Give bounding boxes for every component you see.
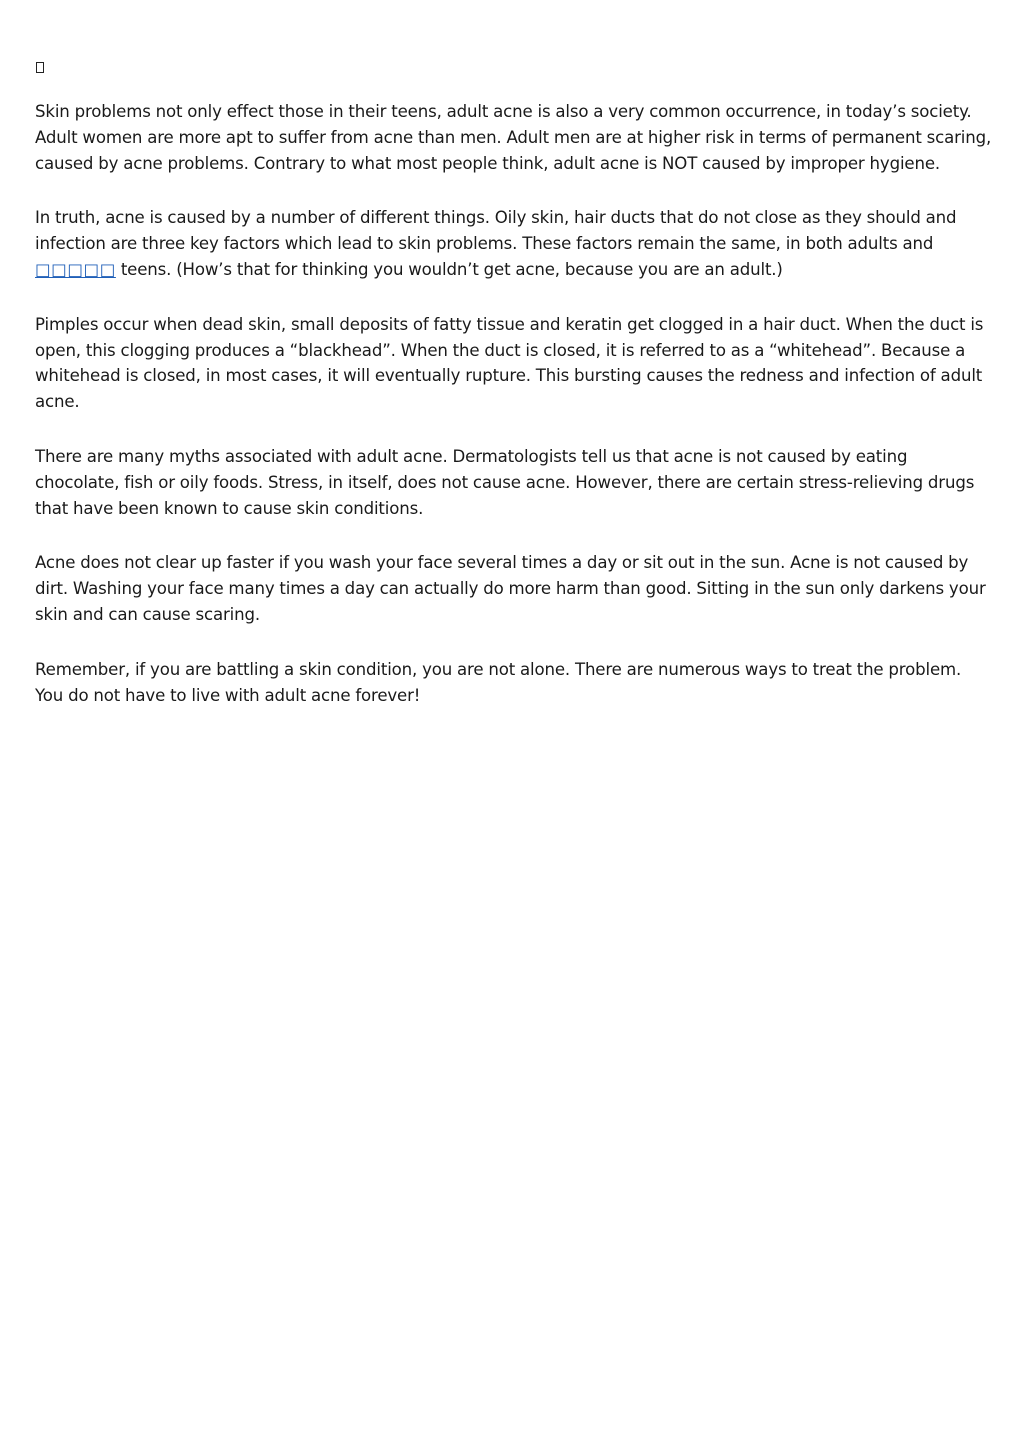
paragraph-washing: Acne does not clear up faster if you wash your face several times a day or sit out in the sun. Acne is not caused by dirt. Washing your face many times a day can actually do more harm than good. Sitting in the sun only darkens your skin and can cause scaring. (35, 553, 986, 624)
document-page (35, 62, 993, 737)
paragraph-acne-causes (35, 205, 993, 282)
paragraph-acne-causes-text-end: teens. (How’s that for thinking you wouldn’t get acne, because you are an adult.) (115, 259, 783, 279)
paragraph-myths: There are many myths associated with adult acne. Dermatologists tell us that acne is not caused by eating chocolate, fish or oily foods. Stress, in itself, does not cause acne. However, there are certain stress-relieving drugs that have been known to cause skin conditions. (35, 446, 975, 518)
inline-link[interactable]: □□□□□ (35, 259, 116, 279)
missing-glyph-icon (36, 62, 44, 73)
paragraph-acne-causes-text-start: In truth, acne is caused by a number of different things. Oily skin, hair ducts that do not close as they should and infection are three key factors which lead to skin problems. These factors remain the same, in both adults and (35, 208, 957, 254)
paragraph-remember: Remember, if you are battling a skin condition, you are not alone. There are numerous ways to treat the problem. You do not have to live with adult acne forever! (35, 659, 962, 705)
paragraph-adult-acne-intro: Skin problems not only effect those in their teens, adult acne is also a very common occurrence, in today’s society. Adult women are more apt to suffer from acne than men. Adult men are at higher risk in terms of permanent scaring, caused by acne problems. Contrary to what most people think, adult acne is NOT caused by improper hygiene. (35, 102, 992, 173)
paragraph-pimples: Pimples occur when dead skin, small deposits of fatty tissue and keratin get clogged in a hair duct. When the duct is open, this clogging produces a “blackhead”. When the duct is closed, it is referred to as a “whitehead”. Because a whitehead is closed, in most cases, it will eventually rupture. This bursting causes the redness and infection of adult acne. (35, 314, 984, 412)
